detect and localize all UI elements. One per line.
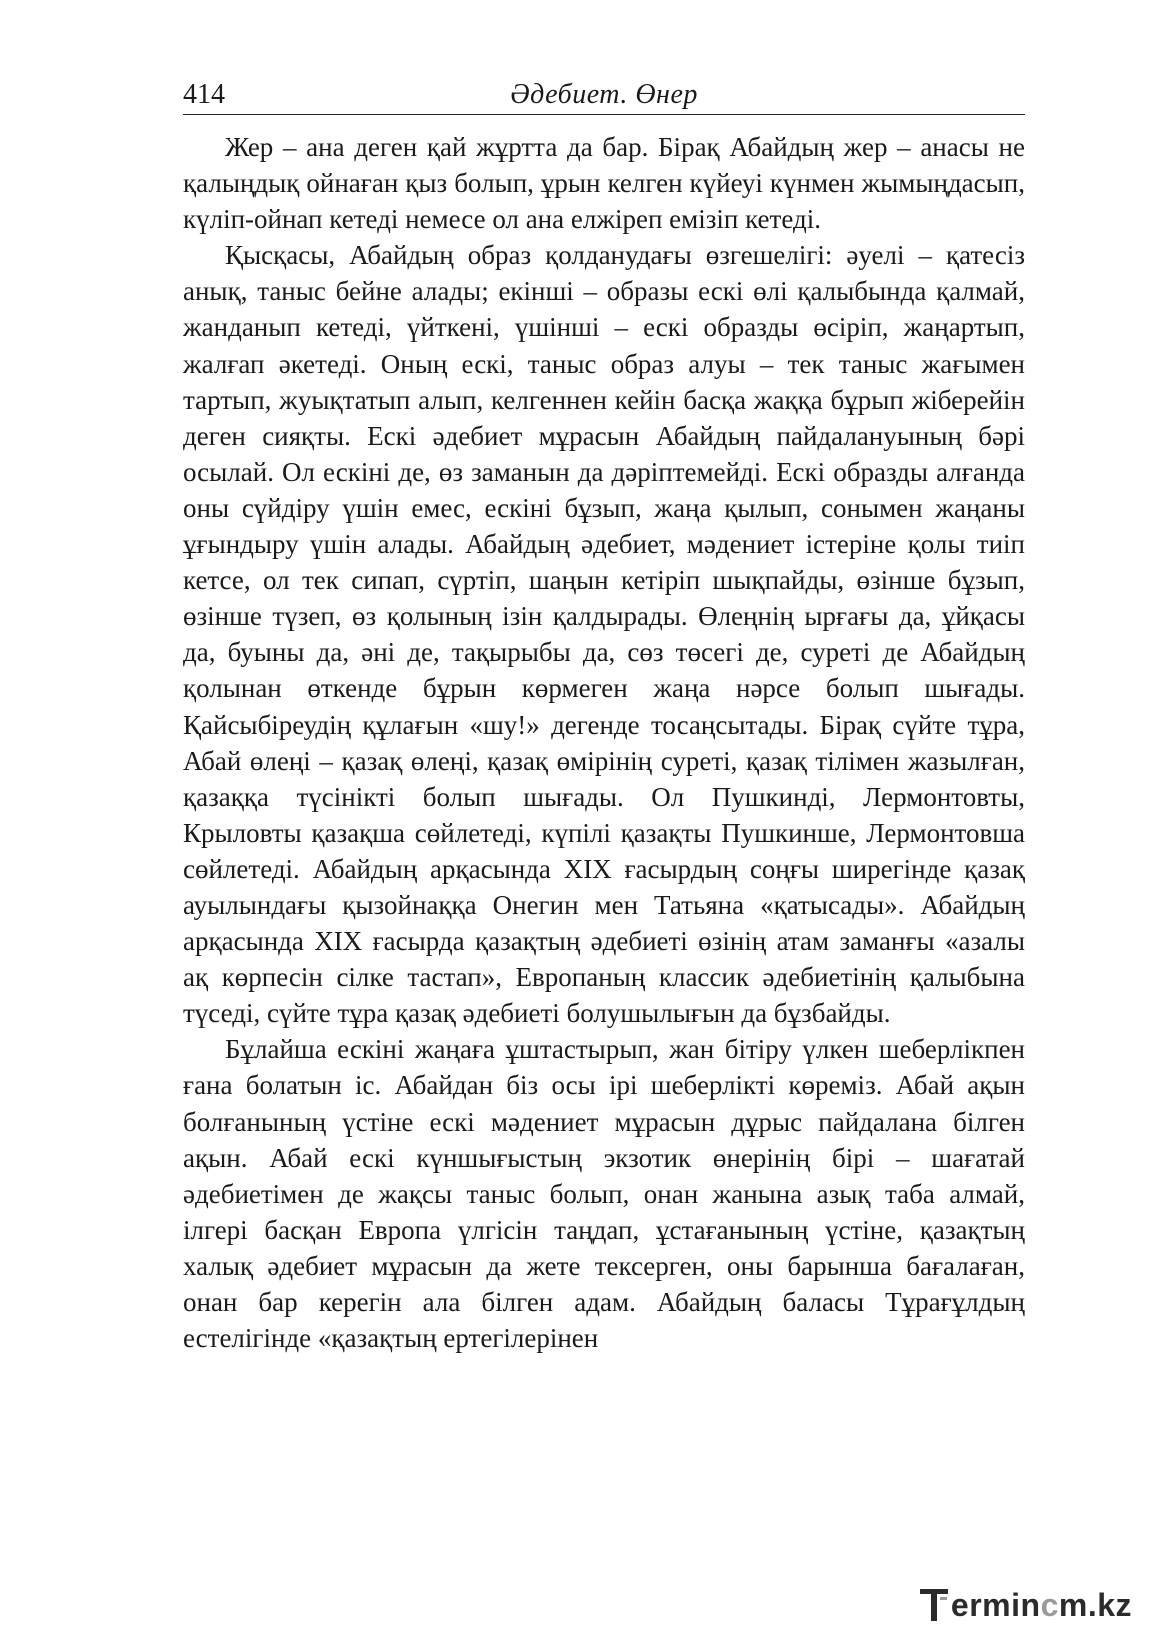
termincom-watermark xyxy=(919,1579,1132,1623)
watermark-text: ermincm.kz xyxy=(950,1587,1132,1623)
paragraph-2: Қысқасы, Абайдың образ қолданудағы өзгешелігі: әуелі – қатесіз анық, таныс бейне алады; екінші – образы ескі өлі қалыбында қалмай, жанданып кетеді, үйткені, үшінші – ескі образды өсіріп, жаңартып, жалғап әкетеді. Оның ескі, таныс образ алуы – тек таныс жағымен тартып, жуықтатып алып, келгеннен кейін басқа жаққа бұрып жіберейін деген сияқты. Ескі әдебиет мұрасын Абайдың пайдалануының бәрі осылай. Ол ескіні де, өз заманын да дәріптемейді. Ескі образды алғанда оны сүйдіру үшін емес, ескіні бұзып, жаңа қылып, сонымен жаңаны ұғындыру үшін алады. Абайдың әдебиет, мәдениет істеріне қолы тиіп кетсе, ол тек сипап, сүртіп, шаңын кетіріп шықпайды, өзінше бұзып, өзінше түзеп, өз қолының ізін қалдырады. Өлеңнің ырғағы да, ұйқасы да, буыны да, әні де, тақырыбы да, сөз төсегі де, суреті де Абайдың қолынан өткенде бұрын көрмеген жаңа нәрсе болып шығады. Қайсыбіреудің құлағын «шу!» дегенде тосаңсытады. Бірақ сүйте тұра, Абай өлеңі – қазақ өлеңі, қазақ өмірінің суреті, қазақ тілімен жазылған, қазаққа түсінікті болып шығады. Ол Пушкинді, Лермонтовты, Крыловты қазақша сөйлетеді, күпілі қазақты Пушкинше, Лермонтовша сөйлетеді. Абайдың арқасында XIX ғасырдың соңғы ширегінде қазақ ауылындағы қызойнаққа Онегин мен Татьяна «қатысады». Абайдың арқасында XIX ғасырда қазақтың әдебиеті өзінің атам заманғы «азалы ақ көрпесін сілке тастап», Европаның классик әдебиетінің қалыбына түседі, сүйте тұра қазақ әдебиеті болушылығын да бұзбайды. xyxy=(183,240,1025,1029)
paragraph-1: Жер – ана деген қай жұртта да бар. Бірақ Абайдың жер – анасы не қалыңдық ойнаған қыз болып, ұрын келген күйеуі күнмен жымыңдасып, күліп-ойнап кетеді немесе ол ана елжіреп емізіп кетеді. xyxy=(183,132,1025,235)
page-number: 414 xyxy=(183,79,225,110)
running-header xyxy=(183,78,1025,115)
watermark-accent: c xyxy=(1040,1587,1059,1623)
paragraph-3: Бұлайша ескіні жаңаға ұштастырып, жан бітіру үлкен шеберлікпен ғана болатын іс. Абайдан біз осы ірі шеберлікті көреміз. Абай ақын болғанының үстіне ескі мәдениет мұрасын дұрыс пайдалана білген ақын. Абай ескі күншығыстың экзотик өнерінің бірі – шағатай әдебиетімен де жақсы таныс болып, онан жанына азық таба алмай, ілгері басқан Европа үлгісін таңдап, ұстағанының үстіне, қазақтың халық әдебиет мұрасын да жете тексерген, оны барынша бағалаған, онан бар керегін ала білген адам. Абайдың баласы Тұрағұлдың естелігінде «қазақтың ертегілерінен xyxy=(183,1034,1025,1354)
document-page xyxy=(183,78,1025,1356)
t-logo-icon xyxy=(919,1583,949,1623)
section-title: Әдебиет. Өнер xyxy=(510,79,698,110)
body-text xyxy=(183,129,1025,1356)
